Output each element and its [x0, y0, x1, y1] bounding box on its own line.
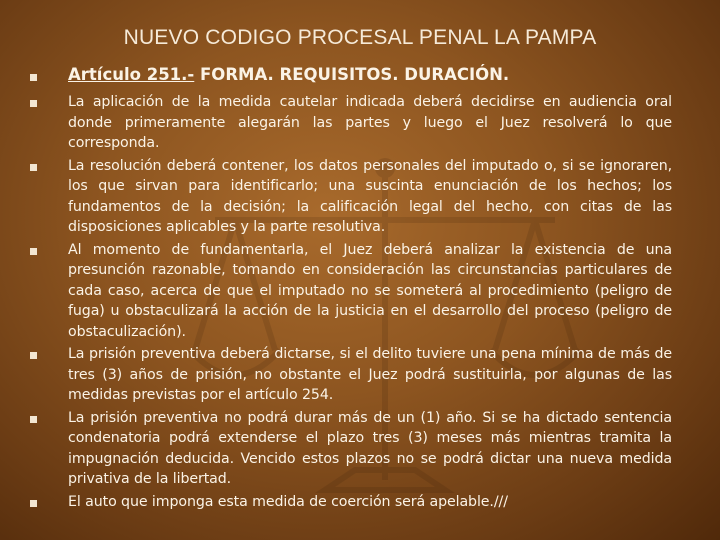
list-item: [30, 240, 672, 343]
article-number: Artículo 251.-: [68, 65, 195, 84]
square-bullet-icon: [30, 164, 37, 171]
list-item: [30, 92, 672, 154]
slide-title: NUEVO CODIGO PROCESAL PENAL LA PAMPA: [123, 26, 597, 49]
paragraph-text: El auto que imponga esta medida de coerción será apelable.///: [68, 493, 508, 510]
paragraph-text: La aplicación de la medida cautelar indicada deberá decidirse en audiencia oral donde primeramente alegarán las partes y luego el Juez resolverá lo que corresponda.: [68, 94, 672, 151]
list-item: [30, 156, 672, 238]
bullet-list: [30, 64, 672, 514]
square-bullet-icon: [30, 100, 37, 107]
paragraph-text: La prisión preventiva deberá dictarse, si el delito tuviere una pena mínima de más de tres (3) años de prisión, no obstante el Juez podrá sustituirla, por algunas de las medidas previstas por el artículo 254.: [68, 346, 672, 403]
list-item: [30, 408, 672, 490]
square-bullet-icon: [30, 500, 37, 507]
square-bullet-icon: [30, 352, 37, 359]
list-item: [30, 492, 672, 513]
list-item: [30, 344, 672, 406]
square-bullet-icon: [30, 416, 37, 423]
article-heading: [30, 64, 672, 86]
article-heading-text: FORMA. REQUISITOS. DURACIÓN.: [194, 65, 510, 84]
paragraph-text: La prisión preventiva no podrá durar más de un (1) año. Si se ha dictado sentencia condenatoria podrá extenderse el plazo tres (3) meses más mientras tramita la impugnación deducida. Vencido estos plazos no se podrá dictar una nueva medida privativa de la libertad.: [68, 409, 672, 487]
paragraph-text: La resolución deberá contener, los datos personales del imputado o, si se ignoraren, los que sirvan para identificarlo; una suscinta enunciación de los hechos; los fundamentos de la decisión; la calificación legal del hecho, con citas de las disposiciones aplicables y la parte resolutiva.: [68, 157, 672, 235]
square-bullet-icon: [30, 74, 37, 81]
square-bullet-icon: [30, 248, 37, 255]
paragraph-text: Al momento de fundamentarla, el Juez deberá analizar la existencia de una presunción razonable, tomando en consideración las circunstancias particulares de cada caso, acerca de que el imputado no se someterá al procedimiento (peligro de fuga) u obstaculizará la acción de la justicia en el desarrollo del proceso (peligro de obstaculización).: [68, 241, 672, 340]
